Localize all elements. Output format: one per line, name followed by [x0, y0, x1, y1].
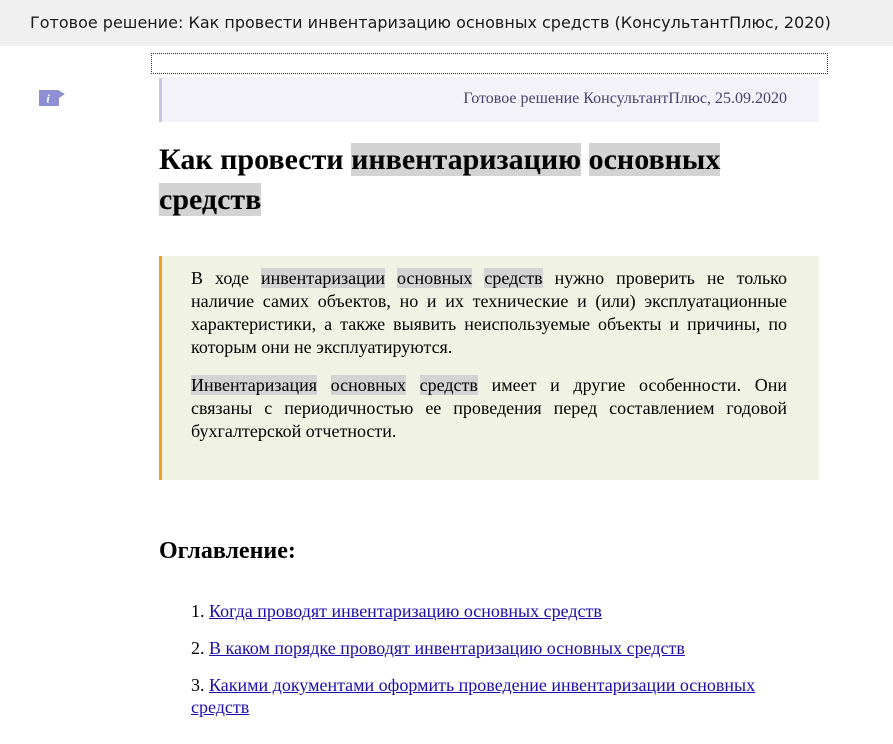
toc-link-documents[interactable]: Какими документами оформить проведение инвентаризации основных средств [191, 675, 756, 717]
info-icon-glyph: i [46, 91, 50, 106]
search-highlight: Инвентаризация [191, 375, 317, 395]
title-highlight: основных [588, 143, 721, 176]
summary-paragraph [191, 374, 787, 443]
page-title [159, 140, 819, 220]
toc-item-number: 1. [191, 601, 205, 621]
document-source: Готовое решение КонсультантПлюс, 25.09.2020 [159, 78, 819, 122]
focus-outline [151, 53, 828, 74]
title-highlight: инвентаризацию [351, 143, 582, 176]
summary-text: нужно проверить не только наличие самих объектов, но и их технические и (или) эксплуатационные характеристики, а также выявить неиспользуемые объекты и причины, по которым они не эксплуатируются. [191, 268, 787, 357]
title-highlight: средств [159, 183, 262, 216]
search-highlight: инвентаризации [261, 268, 386, 288]
search-highlight: средств [484, 268, 543, 288]
toc-item [191, 637, 791, 659]
title-part: Как провести [159, 143, 344, 176]
search-highlight: основных [397, 268, 473, 288]
summary-box [159, 256, 819, 480]
search-highlight: средств [419, 375, 478, 395]
toc-item-number: 2. [191, 638, 205, 658]
toc-item-number: 3. [191, 675, 205, 695]
summary-text: В ходе [191, 268, 249, 288]
toc-item [191, 674, 791, 718]
info-icon[interactable] [38, 89, 66, 107]
toc-link-when[interactable]: Когда проводят инвентаризацию основных средств [209, 601, 602, 621]
summary-paragraph [191, 267, 787, 359]
window-title: Готовое решение: Как провести инвентаризацию основных средств (КонсультантПлюс, 2020) [0, 0, 893, 46]
info-icon-shape [39, 90, 65, 106]
summary-text: имеет и другие особенности. Они связаны с периодичностью ее проведения перед составлением годовой бухгалтерской отчетности. [191, 375, 787, 441]
search-highlight: основных [330, 375, 406, 395]
toc-title: Оглавление: [159, 538, 296, 564]
toc-list [191, 600, 791, 733]
toc-item [191, 600, 791, 622]
toc-link-procedure[interactable]: В каком порядке проводят инвентаризацию основных средств [209, 638, 685, 658]
